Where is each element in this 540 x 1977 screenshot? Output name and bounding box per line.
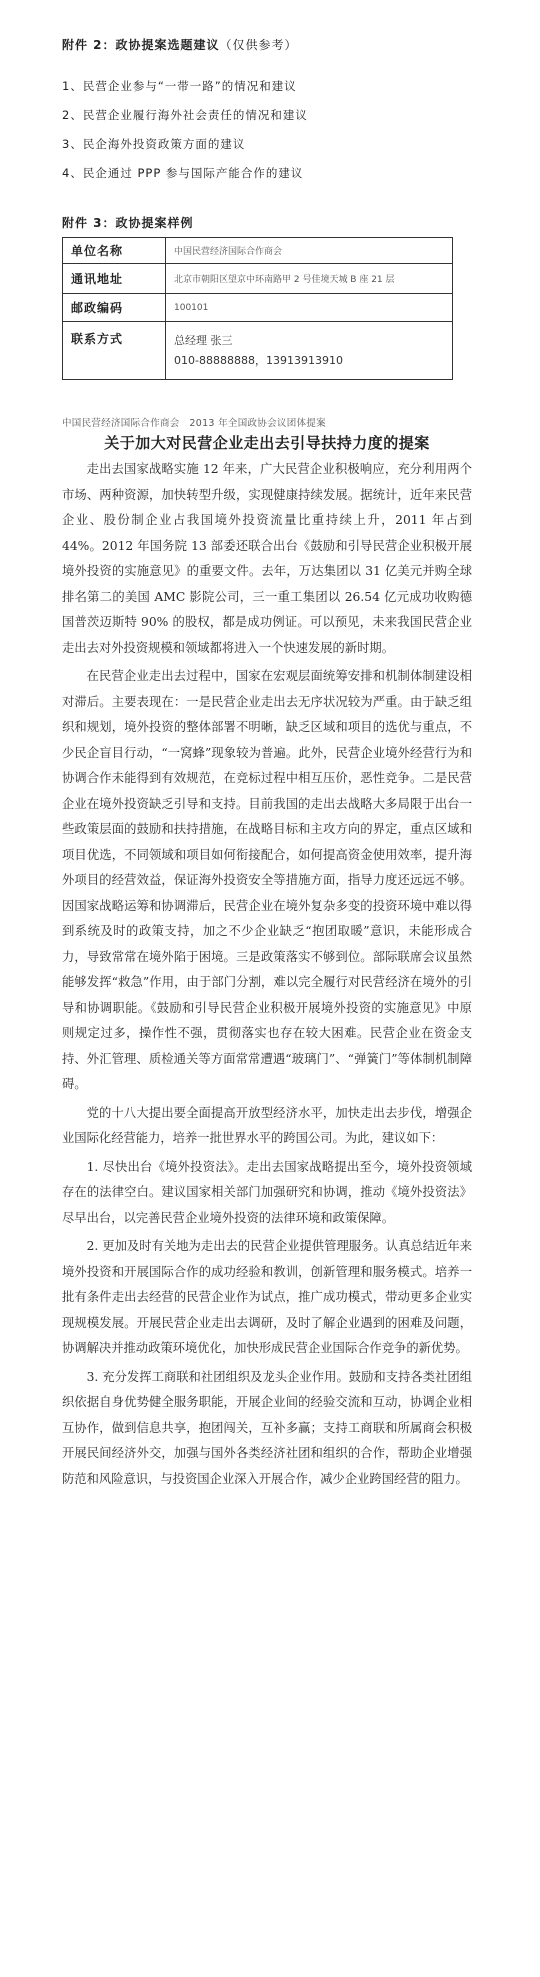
appendix3-title: 附件 3：政协提案样例 (62, 216, 194, 230)
appendix2-heading (62, 36, 298, 53)
appendix2-title: 附件 2：政协提案选题建议 (62, 38, 220, 52)
postcode-label: 邮政编码 (63, 294, 166, 322)
contact-label: 联系方式 (63, 322, 166, 380)
body-paragraph: 3. 充分发挥工商联和社团组织及龙头企业作用。鼓励和支持各类社团组织依据自身优势健全服务职能，开展企业间的经验交流和互动，协调企业相互协作，做到信息共享，抱团闯关，互补多赢；支持工商联和所属商会积极开展民间经济外交，加强与国外各类经济社团和组织的合作，帮助企业增强防范和风险意识，与投资国企业深入开展合作，减少企业跨国经营的阻力。 (62, 1369, 472, 1486)
suggestion-item: 4、民企通过 PPP 参与国际产能合作的建议 (62, 166, 304, 180)
proposal-source: 中国民营经济国际合作商会 2013 年全国政协会议团体提案 (62, 418, 326, 429)
body-paragraph: 在民营企业走出去过程中，国家在宏观层面统筹安排和机制体制建设相对滞后。主要表现在：一是民营企业走出去无序状况较为严重。由于缺乏组织和规划，境外投资的整体部署不明晰，缺乏区域和项目的选优与重点，不少民企盲目行动，“一窝蜂”现象较为普遍。此外，民营企业境外经营行为和协调合作未能得到有效规范，在竞标过程中相互压价，恶性竞争。二是民营企业在境外投资缺乏引导和支持。目前我国的走出去战略大多局限于出台一些政策层面的鼓励和扶持措施，在战略目标和主攻方向的界定，重点区域和项目优选，不同领域和项目如何衔接配合，如何提高资金使用效率，提升海外项目的经营效益，保证海外投资安全等措施方面，指导力度还远远不够。因国家战略运筹和协调滞后，民营企业在境外复杂多变的投资环境中难以得到系统及时的政策支持，加之不少企业缺乏“抱团取暖”意识，未能形成合力，导致常常在境外陷于困境。三是政策落实不够到位。部际联席会议虽然能够发挥“救急”作用，由于部门分割，难以完全履行对民营经济在境外的引导和协调职能。《鼓励和引导民营企业积极开展境外投资的实施意见》中原则规定过多，操作性不强，贯彻落实也存在较大困难。民营企业在资金支持、外汇管理、质检通关等方面常常遭遇“玻璃门”、“弹簧门”等体制机制障碍。 (62, 669, 472, 1091)
address-label: 通讯地址 (63, 264, 166, 294)
address-value: 北京市朝阳区望京中环南路甲 2 号佳境天城 B 座 21 层 (166, 264, 453, 294)
suggestion-item: 3、民企海外投资政策方面的建议 (62, 137, 246, 151)
suggestion-item: 2、民营企业履行海外社会责任的情况和建议 (62, 108, 308, 122)
unit-label: 单位名称 (63, 238, 166, 264)
body-paragraph: 走出去国家战略实施 12 年来，广大民营企业积极响应，充分利用两个市场、两种资源，加快转型升级，实现健康持续发展。据统计，近年来民营企业、股份制企业占我国境外投资流量比重持续上升，2011 年占到 44%。2012 年国务院 13 部委还联合出台《鼓励和引导民营企业积极开展境外投资的实施意见》的重要文件。去年，万达集团以 31 亿美元并购全球排名第二的美国 AMC 影院公司，三一重工集团以 26.54 亿元成功收购德国普茨迈斯特 90% 的股权，都是成功例证。可以预见，未来我国民营企业走出去对外投资规模和领域都将进入一个快速发展的新时期。 (62, 462, 472, 655)
proposal-title: 关于加大对民营企业走出去引导扶持力度的提案 (104, 434, 430, 452)
proposal-body (62, 457, 472, 1492)
body-paragraph: 2. 更加及时有关地为走出去的民营企业提供管理服务。认真总结近年来境外投资和开展国际合作的成功经验和教训，创新管理和服务模式。培养一批有条件走出去经营的民营企业作为试点，推广成功模式，带动更多企业实现规模发展。开展民营企业走出去调研，及时了解企业遇到的困难及问题，协调解决并推动政策环境优化，加快形成民营企业国际合作竞争的新优势。 (62, 1239, 472, 1355)
suggestion-item: 1、民营企业参与“一带一路”的情况和建议 (62, 79, 297, 93)
contact-name: 总经理 张三 (174, 333, 233, 347)
contact-value (166, 322, 453, 380)
postcode-value: 100101 (166, 294, 453, 322)
proposal-info-table (62, 237, 453, 380)
appendix2-note: （仅供参考） (219, 38, 298, 52)
contact-phone: 010-88888888，13913913910 (174, 353, 343, 367)
body-paragraph: 党的十八大提出要全面提高开放型经济水平，加快走出去步伐，增强企业国际化经营能力，培养一批世界水平的跨国公司。为此，建议如下： (62, 1105, 472, 1145)
unit-value: 中国民营经济国际合作商会 (166, 238, 453, 264)
body-paragraph: 1. 尽快出台《境外投资法》。走出去国家战略提出至今，境外投资领域存在的法律空白。建议国家相关部门加强研究和协调，推动《境外投资法》尽早出台，以完善民营企业境外投资的法律环境和政策保障。 (62, 1159, 472, 1225)
